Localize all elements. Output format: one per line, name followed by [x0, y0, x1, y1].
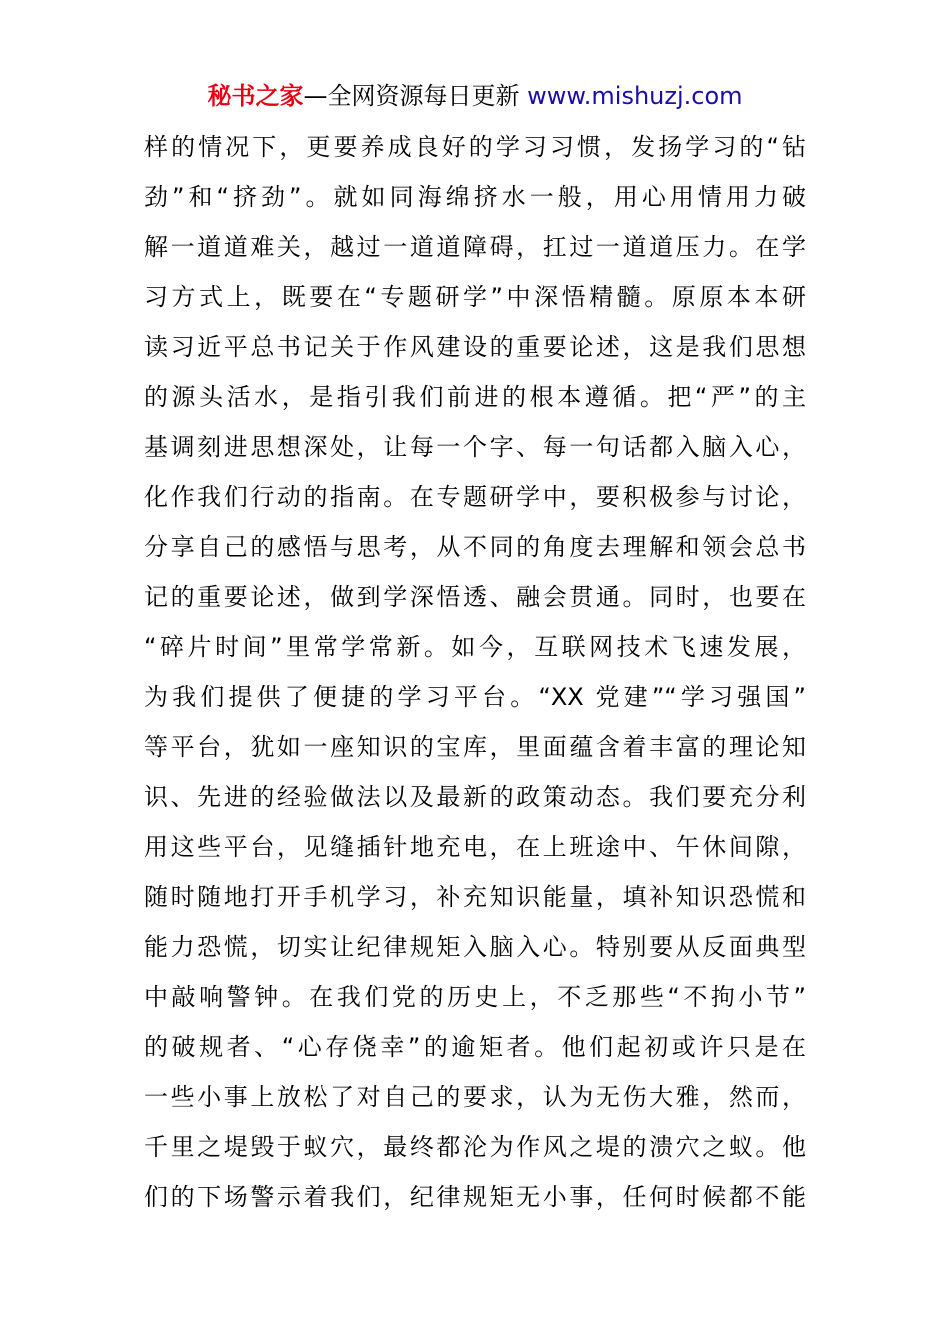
text-line: 们的下场警示着我们，纪律规矩无小事，任何时候都不能 [144, 1183, 806, 1211]
text-line: 基调刻进思想深处，让每一个字、每一句话都入脑入心， [144, 433, 806, 461]
text-line: 记的重要论述，做到学深悟透、融会贯通。同时，也要在 [144, 583, 806, 611]
text-line: 解一道道难关，越过一道道障碍，扛过一道道压力。在学 [144, 233, 806, 261]
text-line: 样的情况下，更要养成良好的学习习惯，发扬学习的“钻 [144, 133, 806, 161]
page-header [0, 79, 950, 113]
text-line: 读习近平总书记关于作风建设的重要论述，这是我们思想 [144, 333, 806, 361]
text-line: 的破规者、“心存侥幸”的逾矩者。他们起初或许只是在 [144, 1033, 806, 1061]
text-line: 分享自己的感悟与思考，从不同的角度去理解和领会总书 [144, 533, 806, 561]
document-body [144, 128, 806, 1228]
text-line: 千里之堤毁于蚁穴，最终都沦为作风之堤的溃穴之蚁。他 [144, 1133, 806, 1161]
text-line: 为我们提供了便捷的学习平台。“XX 党建”“学习强国” [144, 683, 806, 711]
site-tagline: —全网资源每日更新 [303, 82, 528, 110]
text-line: 识、先进的经验做法以及最新的政策动态。我们要充分利 [144, 783, 806, 811]
text-line: 中敲响警钟。在我们党的历史上，不乏那些“不拘小节” [144, 983, 806, 1011]
text-line: 能力恐慌，切实让纪律规矩入脑入心。特别要从反面典型 [144, 933, 806, 961]
text-line: 随时随地打开手机学习，补充知识能量，填补知识恐慌和 [144, 883, 806, 911]
site-brand: 秘书之家 [207, 82, 304, 110]
text-line: 用这些平台，见缝插针地充电，在上班途中、午休间隙， [144, 833, 806, 861]
text-line: 等平台，犹如一座知识的宝库，里面蕴含着丰富的理论知 [144, 733, 806, 761]
text-line: 的源头活水，是指引我们前进的根本遵循。把“严”的主 [144, 383, 806, 411]
text-line: 劲”和“挤劲”。就如同海绵挤水一般，用心用情用力破 [144, 183, 806, 211]
text-line: “碎片时间”里常学常新。如今，互联网技术飞速发展， [144, 633, 806, 661]
text-line: 习方式上，既要在“专题研学”中深悟精髓。原原本本研 [144, 283, 806, 311]
site-url-link[interactable]: www.mishuzj.com [527, 82, 743, 110]
text-line: 化作我们行动的指南。在专题研学中，要积极参与讨论， [144, 483, 806, 511]
text-line: 一些小事上放松了对自己的要求，认为无伤大雅，然而， [144, 1083, 806, 1111]
